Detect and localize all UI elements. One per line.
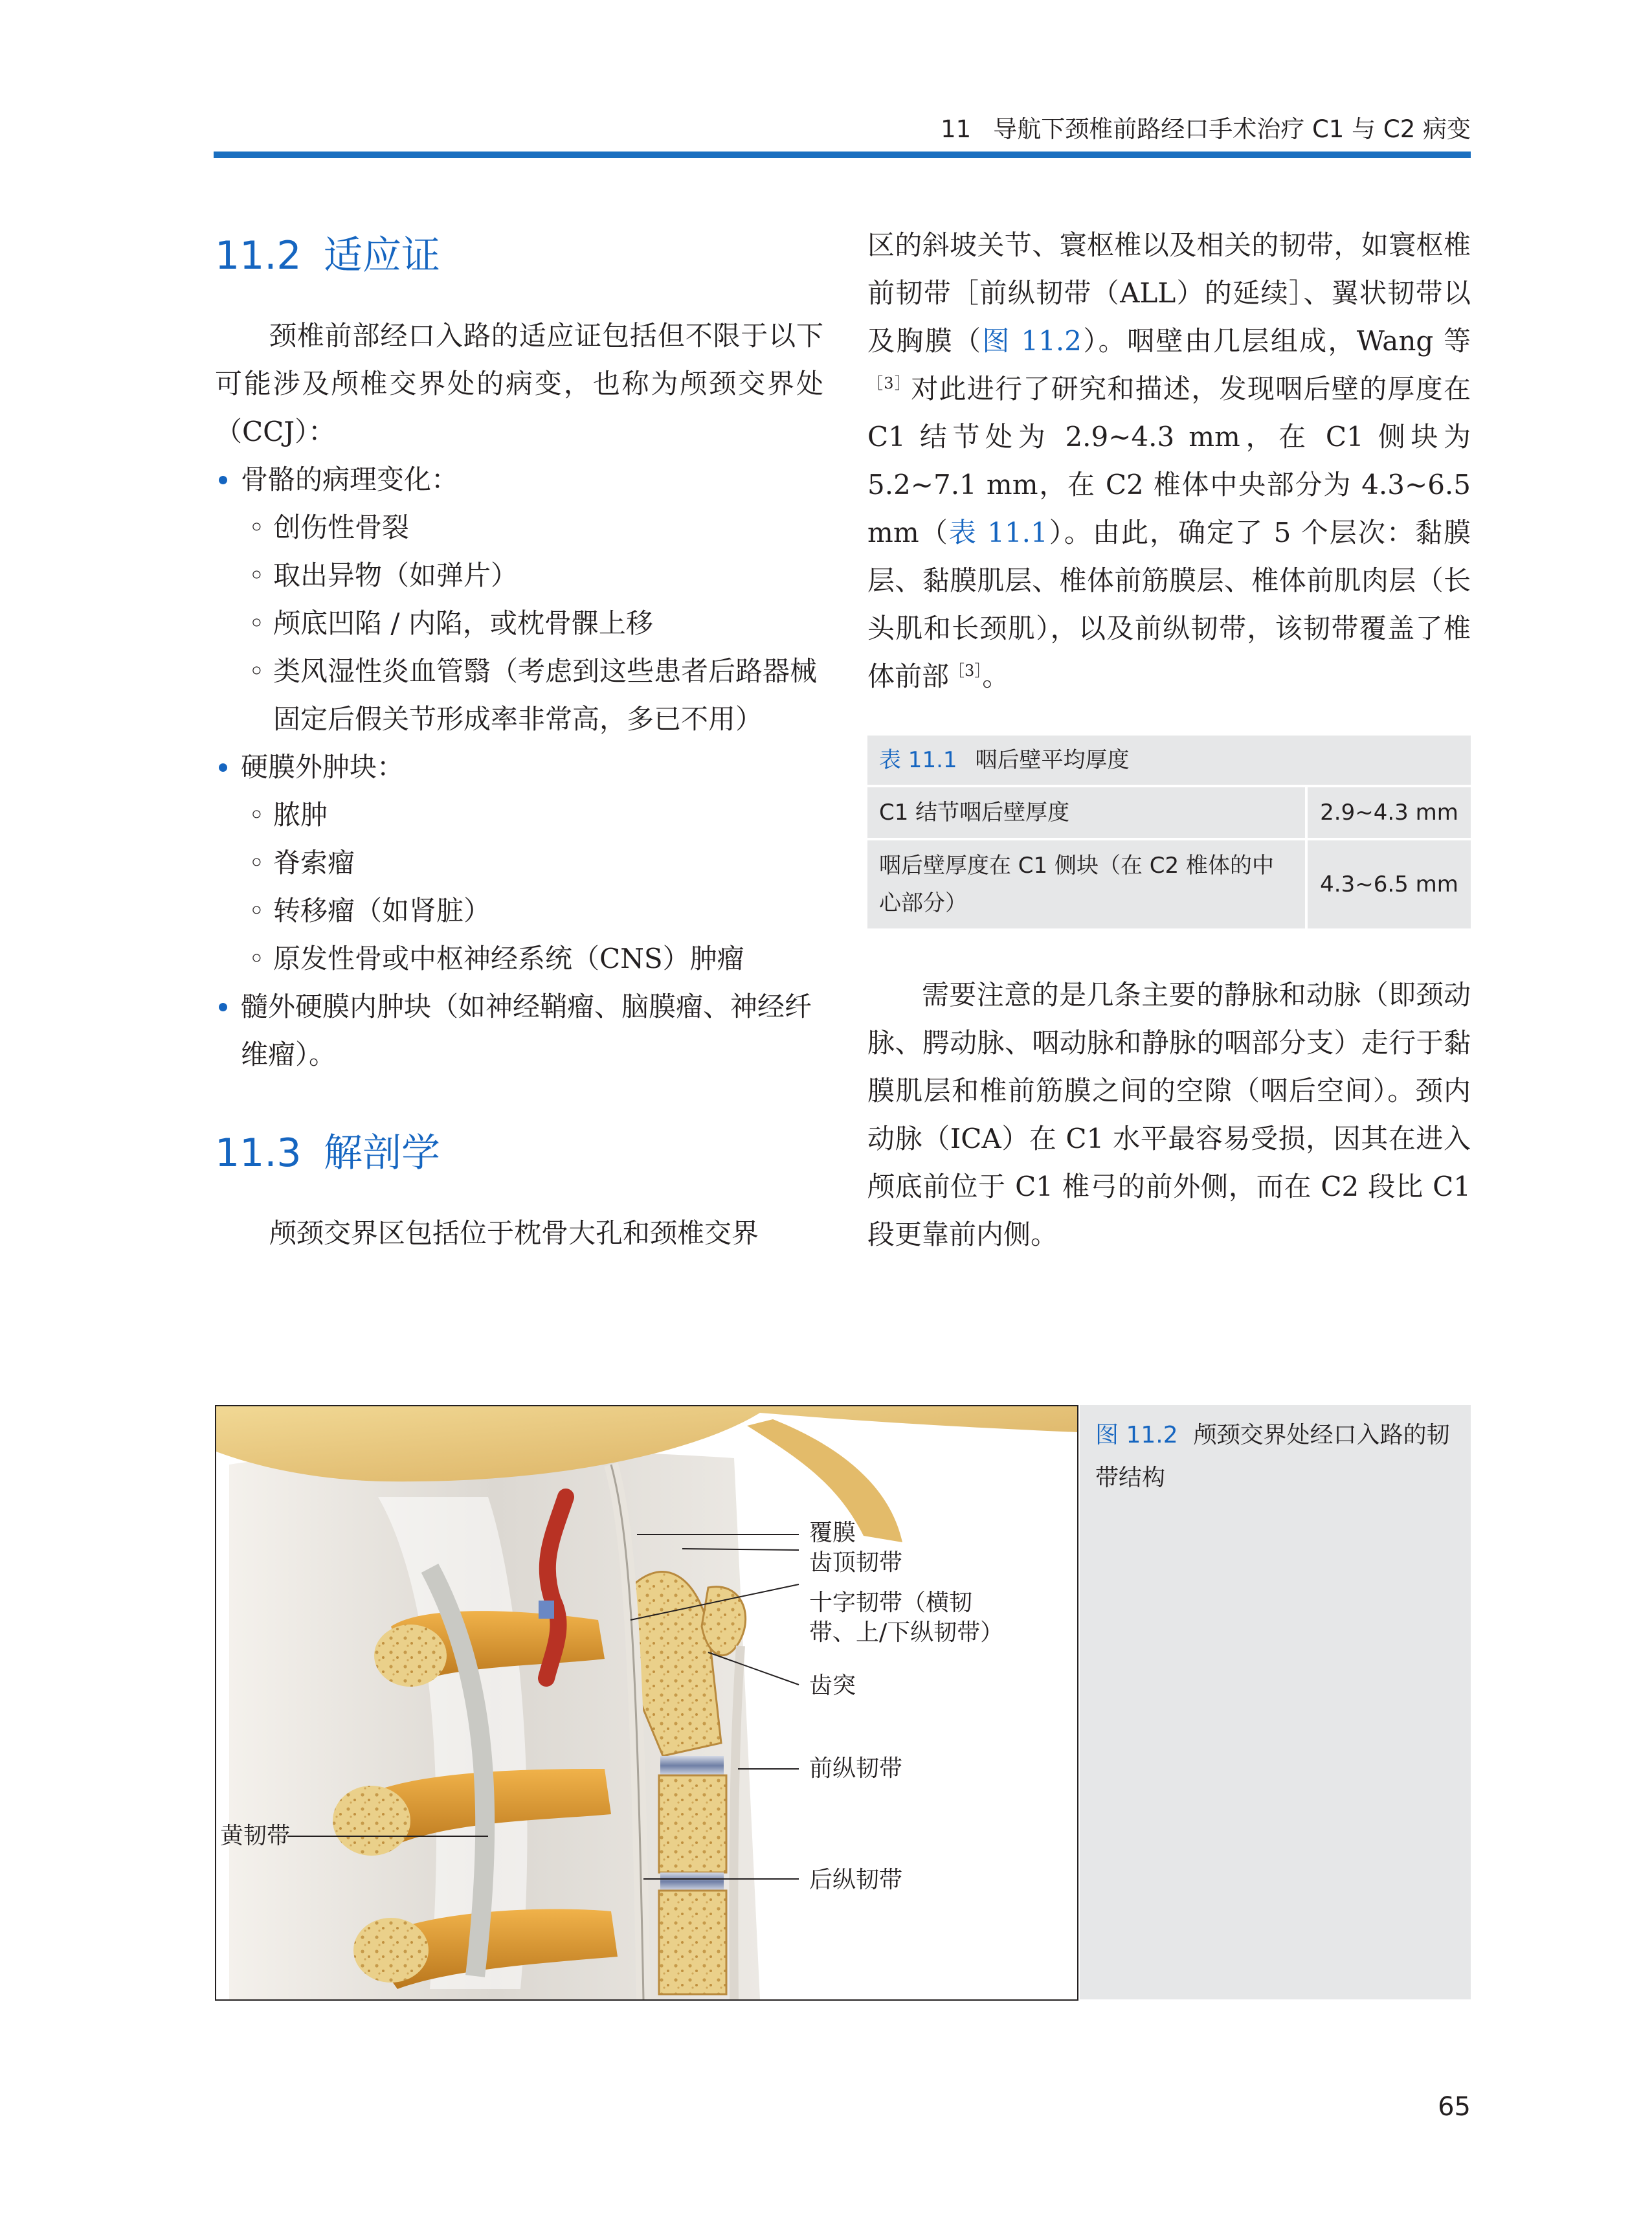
- sub-bullet-icon: ◦: [249, 847, 265, 879]
- spinous-process: [333, 1786, 410, 1856]
- table-cell-value: 4.3~6.5 mm: [1320, 871, 1458, 897]
- label-posterior-longitudinal-ligament: 后纵韧带: [809, 1867, 903, 1893]
- table-cell-value: 2.9~4.3 mm: [1320, 800, 1458, 826]
- sub-item: ◦ 创伤性骨裂: [215, 504, 823, 552]
- thickness-table: [867, 736, 1471, 928]
- indications-list: [215, 456, 823, 1079]
- cervical-spine-illustration: [216, 1406, 1077, 1999]
- sub-item: ◦ 颅底凹陷 / 内陷，或枕骨髁上移: [215, 600, 823, 647]
- section-title-anatomy: [215, 1124, 823, 1182]
- bullet-bone-pathology: [215, 456, 823, 504]
- figure-illustration: [215, 1405, 1078, 2001]
- table-reference-link[interactable]: 表 11.1: [948, 517, 1048, 548]
- sub-item: ◦ 原发性骨或中枢神经系统（CNS）肿瘤: [215, 935, 823, 983]
- section-number: 11.3: [215, 1130, 302, 1176]
- bullet-label: 骨骼的病理变化：: [241, 464, 459, 495]
- sub-bullet-icon: ◦: [249, 512, 265, 543]
- vertebral-body-c3: [659, 1775, 726, 1872]
- section-heading: 适应证: [324, 233, 440, 278]
- table-caption: [867, 736, 1471, 787]
- table-row: [867, 787, 1471, 840]
- label-ligamentum-flavum: 黄韧带: [220, 1823, 291, 1849]
- figure-reference-link[interactable]: 图 11.2: [982, 325, 1082, 357]
- figure-caption-text: 颅颈交界处经口入路的韧带结构: [1095, 1422, 1450, 1491]
- bullet-intradural-mass: [215, 983, 823, 1079]
- vertebral-body-c4: [659, 1891, 726, 1994]
- sub-bullet-icon: ◦: [249, 655, 265, 687]
- left-column: [215, 227, 823, 1257]
- sub-item: ◦ 转移瘤（如肾脏）: [215, 887, 823, 935]
- artery-cut: [539, 1601, 554, 1619]
- page-number: 65: [1438, 2092, 1471, 2122]
- sub-item: ◦ 取出异物（如弹片）: [215, 552, 823, 600]
- anatomy-para1-start: 颅颈交界区包括位于枕骨大孔和颈椎交界: [269, 1217, 759, 1249]
- intervertebral-disc: [660, 1756, 724, 1775]
- sub-item: ◦ 脓肿: [215, 791, 823, 839]
- intervertebral-disc: [660, 1872, 724, 1891]
- bullet-label: 硬膜外肿块：: [241, 751, 405, 783]
- anatomy-para2: 需要注意的是几条主要的静脉和动脉（即颈动脉、腭动脉、咽动脉和静脉的咽部分支）走行于黏膜肌层和椎前筋膜之间的空隙（咽后空间）。颈内动脉（ICA）在 C1 水平最容易受损，因其在进入颅底前位于 C1 椎弓的前外侧，而在 C2 段比 C1 段更靠前内侧。: [867, 979, 1471, 1250]
- chapter-number: 11: [941, 115, 972, 143]
- sub-bullet-icon: ◦: [249, 895, 265, 927]
- section-heading: 解剖学: [324, 1130, 440, 1176]
- figure-label: 图 11.2: [1095, 1422, 1178, 1448]
- table-title: 咽后壁平均厚度: [975, 747, 1130, 773]
- header-rule: [214, 152, 1471, 158]
- sub-bullet-icon: ◦: [249, 943, 265, 974]
- label-apical-ligament: 齿顶韧带: [809, 1549, 903, 1576]
- section-title-indications: [215, 227, 823, 285]
- table-cell-name: C1 结节咽后壁厚度: [867, 787, 1308, 838]
- label-dens: 齿突: [809, 1672, 856, 1699]
- label-tectorial-membrane: 覆膜: [809, 1520, 856, 1546]
- citation-ref: ［3］: [867, 374, 911, 392]
- bullet-epidural-mass: [215, 743, 823, 791]
- sub-item: ◦ 类风湿性炎血管翳（考虑到这些患者后路器械固定后假关节形成率非常高，多已不用）: [215, 647, 823, 743]
- bullet-label: 髓外硬膜内肿块（如神经鞘瘤、脑膜瘤、神经纤维瘤）。: [241, 991, 812, 1070]
- table-row: [867, 840, 1471, 928]
- label-cruciate-ligament-cont: 带、上/下纵韧带）: [809, 1619, 1004, 1646]
- anatomy-para1-continued: 区的斜坡关节、寰枢椎以及相关的韧带，如寰枢椎前韧带［前纵韧带（ALL）的延续］、翼状韧带以及胸膜（图 11.2）。咽壁由几层组成，Wang 等$^{[3]}$对此进行了研究和描述，发现咽后壁的厚度在 C1 结节处为 2.9~4.3 mm，在 C1 侧块为 5.2~7.1 mm，在 C2 椎体中央部分为 4.3~6.5 mm（表 11.1）。由此，确定了 5 个层次：黏膜层、黏膜肌层、椎体前筋膜层、椎体前肌肉层（长头肌和长颈肌），以及前纵韧带，该韧带覆盖了椎体前部$^{[3]}$。: [867, 229, 1471, 692]
- label-cruciate-ligament: 十字韧带（横韧: [809, 1590, 973, 1616]
- right-column: [867, 221, 1471, 1259]
- chapter-title: 导航下颈椎前路经口手术治疗 C1 与 C2 病变: [993, 115, 1471, 143]
- citation-ref: ［3］: [949, 662, 983, 680]
- sub-bullet-icon: ◦: [249, 559, 265, 591]
- table-cell-name: 咽后壁厚度在 C1 侧块（在 C2 椎体的中心部分）: [867, 840, 1308, 928]
- section-gap: [215, 1079, 823, 1124]
- sub-item: ◦ 脊索瘤: [215, 839, 823, 887]
- table-label: 表 11.1: [879, 747, 957, 773]
- indications-intro: 颈椎前部经口入路的适应证包括但不限于以下可能涉及颅椎交界处的病变，也称为颅颈交界处（CCJ）：: [215, 320, 823, 447]
- figure-caption: [1080, 1405, 1471, 1999]
- label-anterior-longitudinal-ligament: 前纵韧带: [809, 1755, 903, 1782]
- running-header: [926, 111, 1471, 148]
- spinous-process: [353, 1918, 429, 1983]
- sub-bullet-icon: ◦: [249, 799, 265, 831]
- section-number: 11.2: [215, 233, 302, 278]
- sub-bullet-icon: ◦: [249, 607, 265, 639]
- spinous-process: [374, 1625, 447, 1687]
